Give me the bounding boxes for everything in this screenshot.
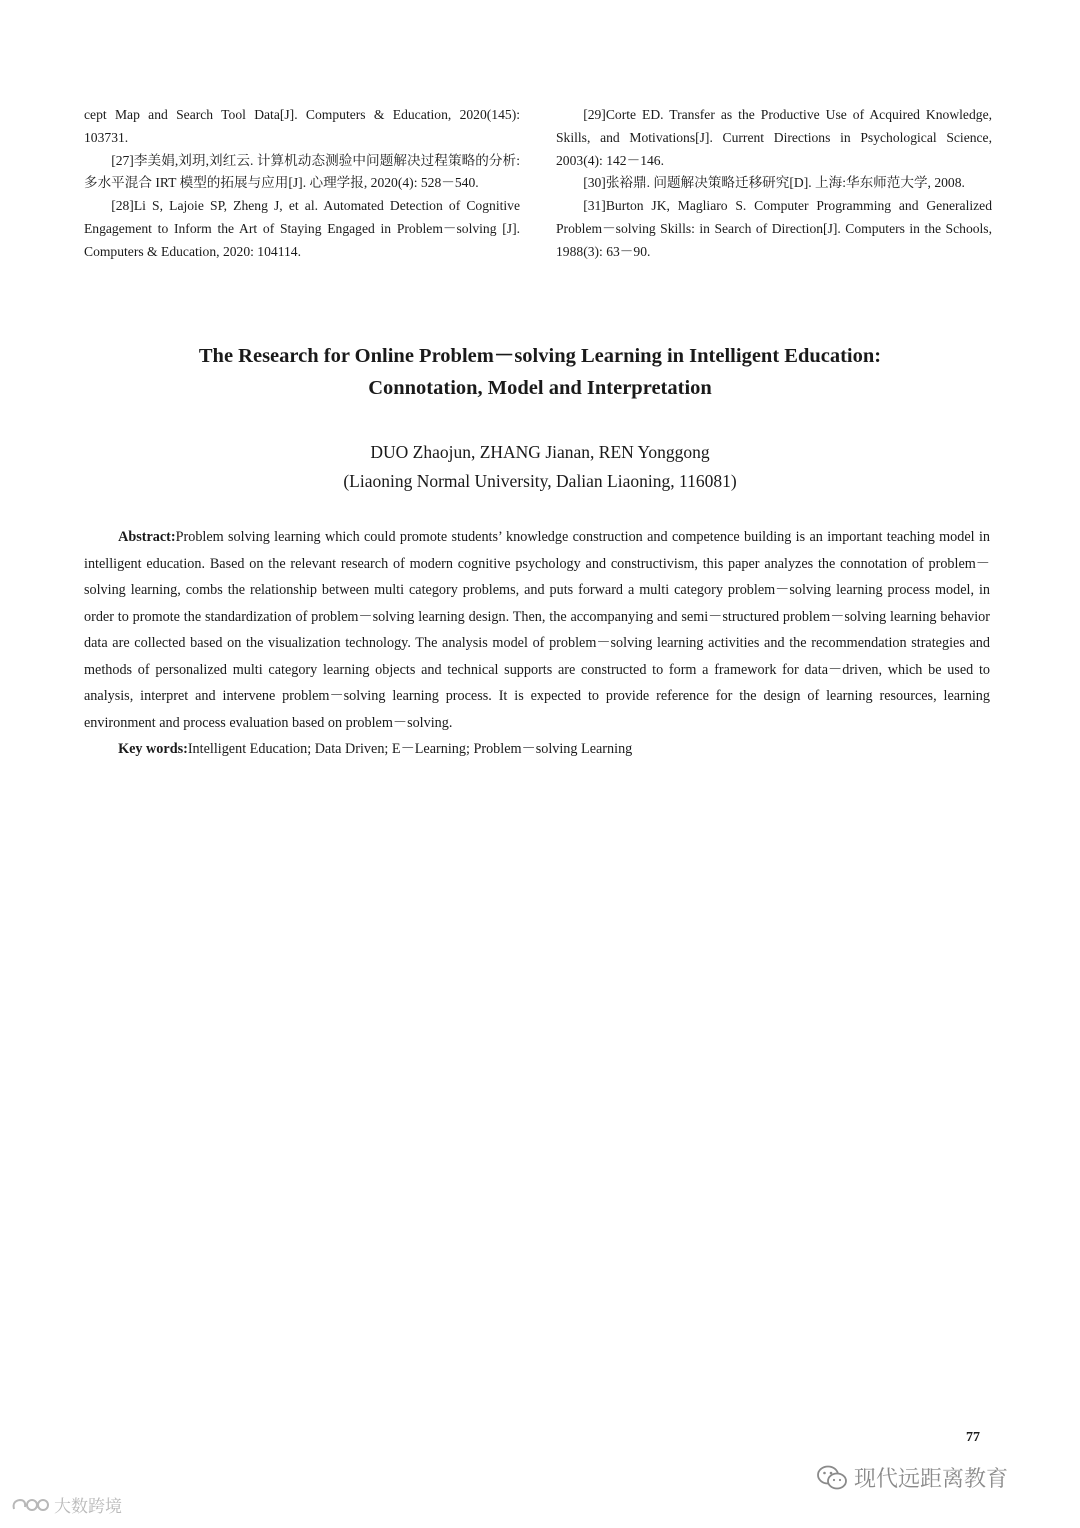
abstract-text: Problem solving learning which could promote students’ knowledge construction and competence building is an important teaching model in intelligent education. Based on the relevant research of modern cognitive psychology and constructivism, this paper analyzes the connotation of problem－solving learning, combs the relationship between multi category problems, and puts forward a multi category problem－solving learning process model, in order to promote the standardization of problem－solving learning design. Then, the accompanying and semi－structured problem－solving learning behavior data are collected based on the visualization technology. The analysis model of problem－solving learning activities and the recommendation strategies and methods of personalized multi category learning objects and technical supports are constructed to form a framework for data－driven, which be used to analysis, interpret and intervene problem－solving learning process. It is expected to provide reference for the design of learning resources, learning environment and process evaluation based on problem－solving. bbox=[84, 529, 990, 731]
site-watermark bbox=[10, 1492, 122, 1517]
reference-item: [29]Corte ED. Transfer as the Productive Use of Acquired Knowledge, Skills, and Motivations[J]. Current Directions in Psychological Science, 2003(4): 142－146. bbox=[556, 107, 992, 168]
author-block bbox=[90, 438, 990, 496]
reference-item: [30]张裕鼎. 问题解决策略迁移研究[D]. 上海:华东师范大学, 2008. bbox=[583, 175, 965, 191]
reference-item: cept Map and Search Tool Data[J]. Computers & Education, 2020(145): 103731. bbox=[84, 107, 520, 145]
keywords-label: Key words: bbox=[118, 741, 188, 757]
reference-item: [31]Burton JK, Magliaro S. Computer Programming and Generalized Problem－solving Skills: in Search of Direction[J]. Computers in the Schools, 1988(3): 63－90. bbox=[556, 198, 992, 259]
reference-item: [28]Li S, Lajoie SP, Zheng J, et al. Automated Detection of Cognitive Engagement to Inform the Art of Staying Engaged in Problem－solving [J]. Computers & Education, 2020: 104114. bbox=[84, 198, 520, 259]
wechat-icon bbox=[816, 1464, 848, 1492]
wechat-watermark-text: 现代远距离教育 bbox=[854, 1467, 1009, 1492]
page-number: 77 bbox=[966, 1430, 980, 1445]
references-right-column bbox=[556, 104, 992, 264]
keywords-paragraph bbox=[84, 736, 990, 763]
abstract-label: Abstract: bbox=[118, 529, 176, 545]
title-line-2: Connotation, Model and Interpretation bbox=[368, 377, 712, 399]
keywords-text: Intelligent Education; Data Driven; E－Learning; Problem－solving Learning bbox=[187, 741, 633, 757]
reference-item: [27]李美娟,刘玥,刘红云. 计算机动态测验中问题解决过程策略的分析:多水平混合 IRT 模型的拓展与应用[J]. 心理学报, 2020(4): 528－540. bbox=[84, 152, 520, 191]
title-line-1: The Research for Online Problem－solving Learning in Intelligent Education: bbox=[198, 345, 882, 367]
references-left-column bbox=[84, 104, 520, 264]
logo-icon bbox=[10, 1495, 50, 1515]
wechat-watermark bbox=[816, 1462, 1008, 1493]
paper-title bbox=[90, 340, 990, 404]
author-names: DUO Zhaojun, ZHANG Jianan, REN Yonggong bbox=[370, 442, 710, 462]
abstract-paragraph bbox=[84, 524, 990, 736]
abstract-section bbox=[84, 524, 990, 763]
author-affiliation: (Liaoning Normal University, Dalian Liaoning, 116081) bbox=[343, 471, 737, 491]
site-watermark-text: 大数跨境 bbox=[54, 1497, 122, 1517]
